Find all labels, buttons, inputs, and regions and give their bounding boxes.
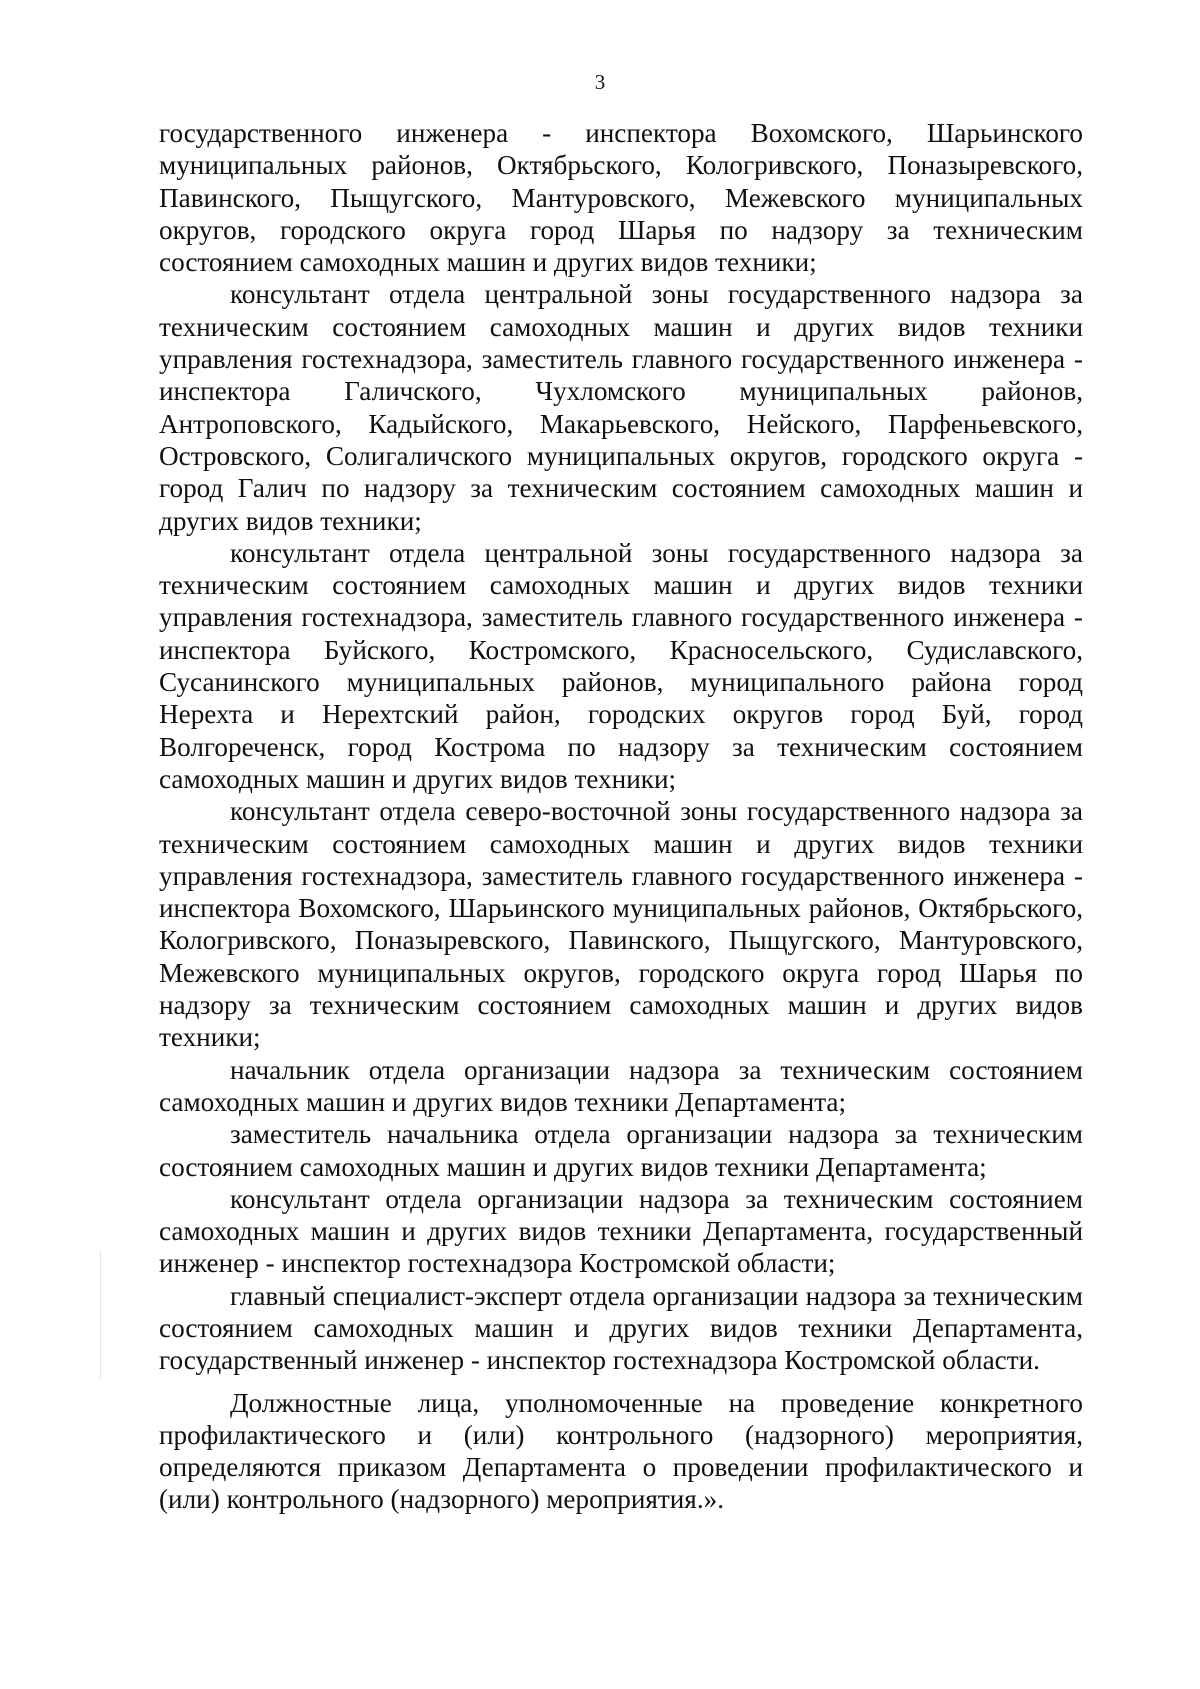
paragraph-consultant-organization: консультант отдела организации надзора за техническим состоянием самоходных машин и других видов техники Департамента, государственный инженер - инспектор гостехнадзора Костромской области; [159, 1183, 1083, 1279]
paragraph-authorized-officials: Должностные лица, уполномоченные на проведение конкретного профилактического и (или) контрольного (надзорного) мероприятия, определяются приказом Департамента о проведении профилактического и (или) контрольного (надзорного) мероприятия.». [159, 1387, 1083, 1515]
paragraph-chief-specialist: главный специалист-эксперт отдела организации надзора за техническим состоянием самоходных машин и других видов техники Департамента, государственный инженер - инспектор гостехнадзора Костромской области. [159, 1280, 1083, 1376]
paragraph-department-head: начальник отдела организации надзора за техническим состоянием самоходных машин и других видов техники Департамента; [159, 1054, 1083, 1117]
paragraph-consultant-central-zone-galich: консультант отдела центральной зоны государственного надзора за техническим состоянием самоходных машин и других видов техники управления гостехнадзора, заместитель главного государственного инженера - инспектора Галичского, Чухломского муниципальных районов, Антроповского, Кадыйского, Макарьевского, Нейского, Парфеньевского, Островского, Солигаличского муниципальных округов, городского округа - город Галич по надзору за техническим состоянием самоходных машин и других видов техники; [159, 279, 1083, 536]
paragraph-consultant-northeast-zone: консультант отдела северо-восточной зоны государственного надзора за техническим состоянием самоходных машин и других видов техники управления гостехнадзора, заместитель главного государственного инженера - инспектора Вохомского, Шарьинского муниципальных районов, Октябрьского, Кологривского, Поназыревского, Павинского, Пыщугского, Мантуровского, Межевского муниципальных округов, городского округа город Шарья по надзору за техническим состоянием самоходных машин и других видов техники; [159, 796, 1083, 1053]
document-body [159, 117, 1083, 1516]
paragraph-deputy-head: заместитель начальника отдела организации надзора за техническим состоянием самоходных машин и других видов техники Департамента; [159, 1119, 1083, 1182]
paragraph-continuation: государственного инженера - инспектора Вохомского, Шарьинского муниципальных районов, Октябрьского, Кологривского, Поназыревского, Павинского, Пыщугского, Мантуровского, Межевского муниципальных округов, городского округа город Шарья по надзору за техническим состоянием самоходных машин и других видов техники; [159, 118, 1083, 278]
scan-fold-mark [100, 1250, 101, 1380]
page-number: 3 [594, 70, 606, 94]
paragraph-consultant-central-zone-buy: консультант отдела центральной зоны государственного надзора за техническим состоянием самоходных машин и других видов техники управления гостехнадзора, заместитель главного государственного инженера - инспектора Буйского, Костромского, Красносельского, Судиславского, Сусанинского муниципальных районов, муниципального района город Нерехта и Нерехтский район, городских округов город Буй, город Волгореченск, город Кострома по надзору за техническим состоянием самоходных машин и других видов техники; [159, 537, 1083, 794]
